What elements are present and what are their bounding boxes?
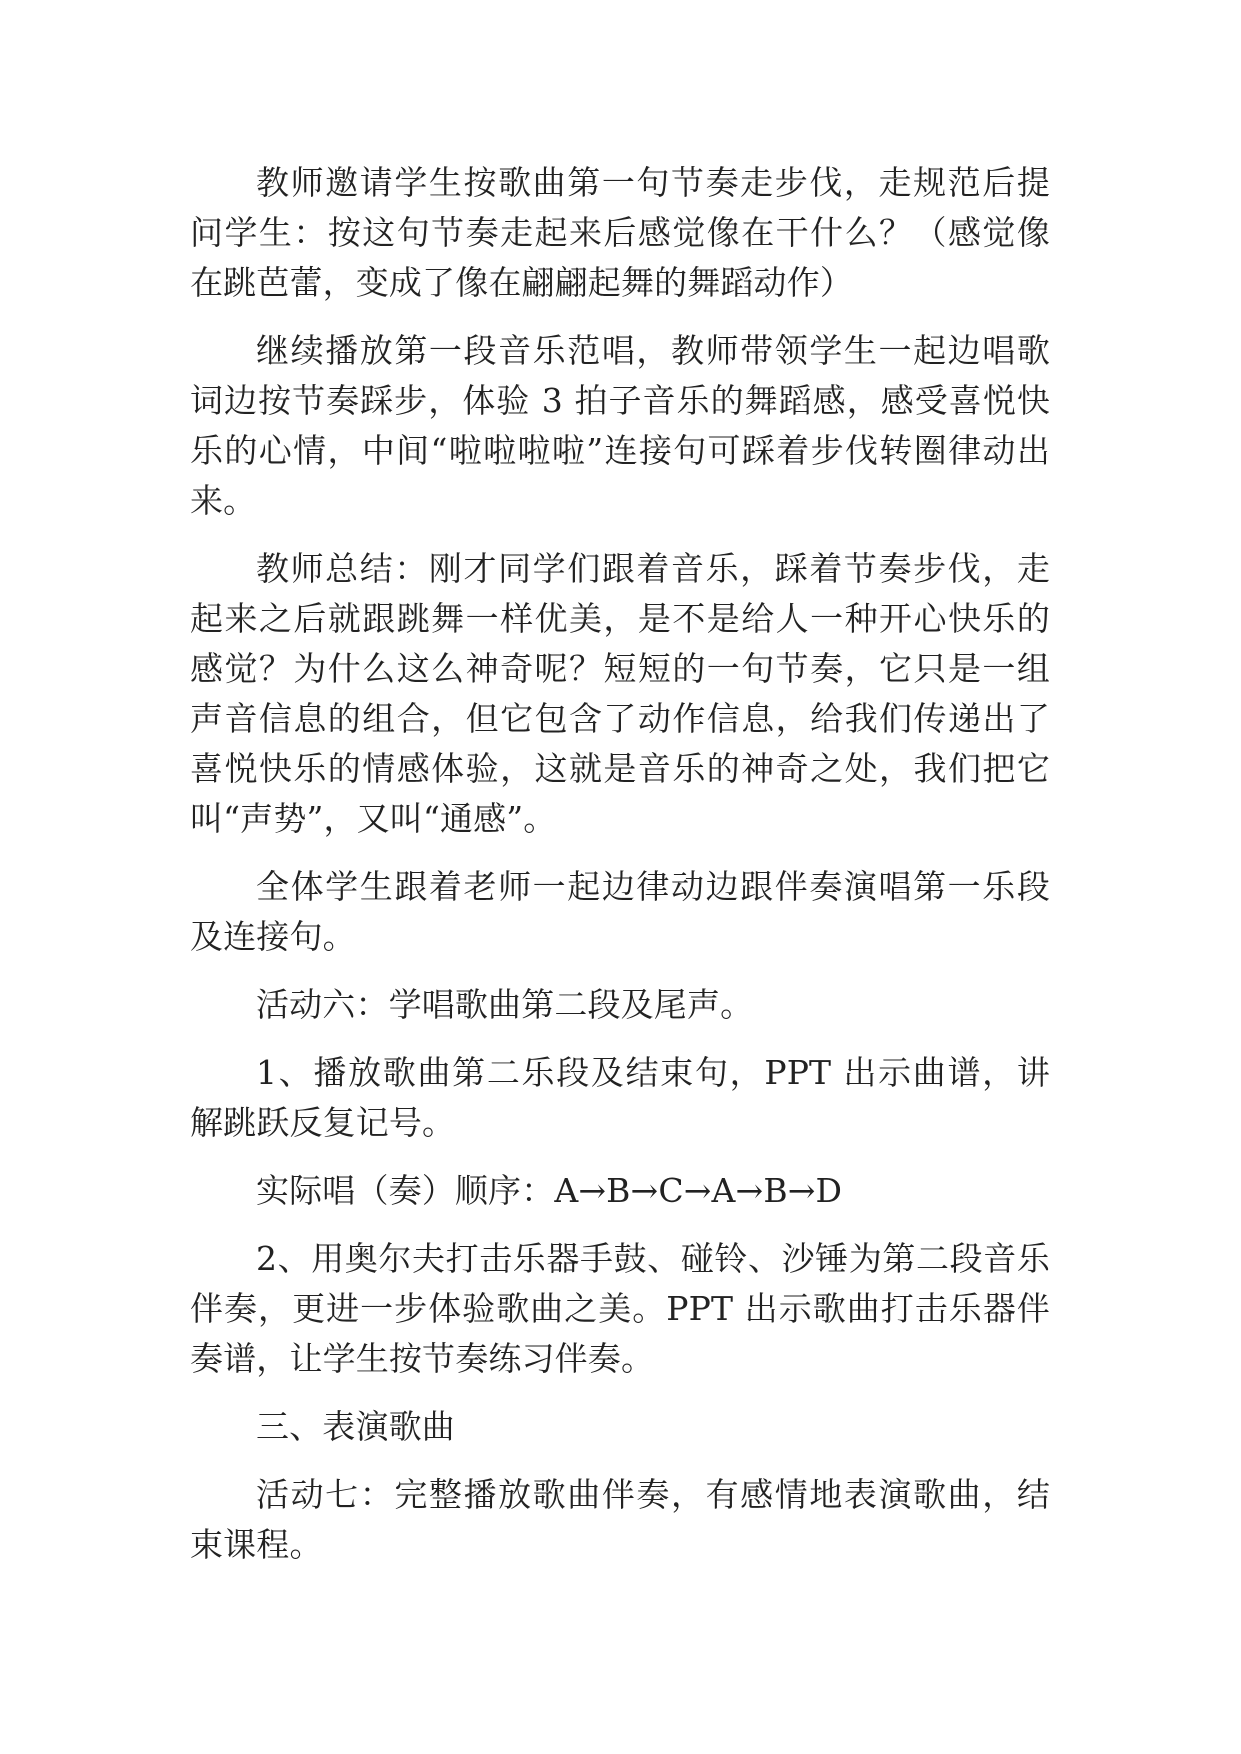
paragraph-step-two: 2、用奥尔夫打击乐器手鼓、碰铃、沙锤为第二段音乐伴奏，更进一步体验歌曲之美。PPT 出示歌曲打击乐器伴奏谱，让学生按节奏练习伴奏。 — [190, 1239, 1050, 1378]
paragraph-continue-playing: 继续播放第一段音乐范唱，教师带领学生一起边唱歌词边按节奏踩步，体验 3 拍子音乐的舞蹈感，感受喜悦快乐的心情，中间“啦啦啦啦”连接句可踩着步伐转圈律动出来。 — [190, 331, 1050, 520]
document-body — [190, 158, 1050, 1588]
paragraph-teacher-summary: 教师总结：刚才同学们跟着音乐，踩着节奏步伐，走起来之后就跟跳舞一样优美，是不是给人一种开心快乐的感觉？为什么这么神奇呢？短短的一句节奏，它只是一组声音信息的组合，但它包含了动作信息，给我们传递出了喜悦快乐的情感体验，这就是音乐的神奇之处，我们把它叫“声势”，又叫“通感”。 — [190, 549, 1050, 838]
paragraph-step-one: 1、播放歌曲第二乐段及结束句，PPT 出示曲谱，讲解跳跃反复记号。 — [190, 1053, 1050, 1142]
section-heading-performance: 三、表演歌曲 — [256, 1407, 455, 1446]
paragraph-all-students: 全体学生跟着老师一起边律动边跟伴奏演唱第一乐段及连接句。 — [190, 867, 1050, 956]
paragraph-singing-order: 实际唱（奏）顺序：A→B→C→A→B→D — [256, 1171, 843, 1210]
paragraph-teacher-invites: 教师邀请学生按歌曲第一句节奏走步伐，走规范后提问学生：按这句节奏走起来后感觉像在干什么？（感觉像在跳芭蕾，变成了像在翩翩起舞的舞蹈动作） — [190, 163, 1050, 302]
paragraph-activity-seven: 活动七：完整播放歌曲伴奏，有感情地表演歌曲，结束课程。 — [190, 1475, 1050, 1564]
paragraph-activity-six: 活动六：学唱歌曲第二段及尾声。 — [256, 985, 754, 1024]
